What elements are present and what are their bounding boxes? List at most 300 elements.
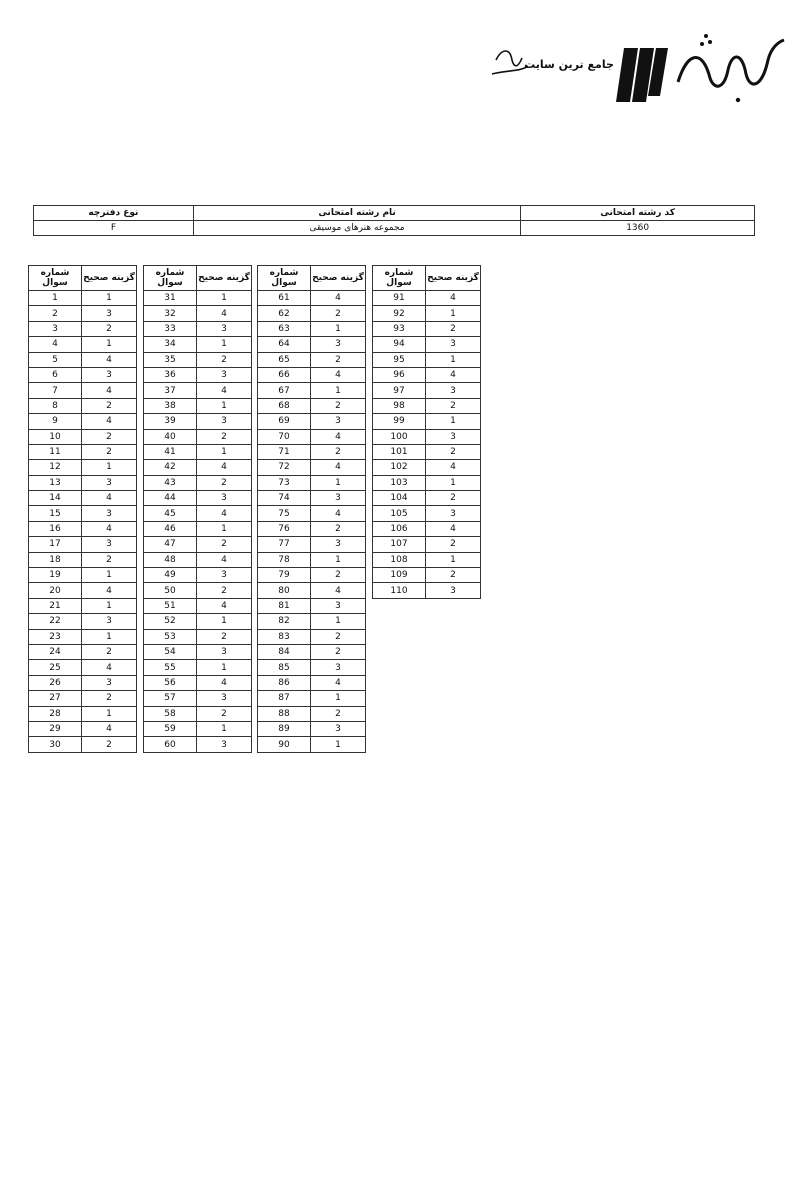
table-row	[144, 306, 252, 321]
table-row	[258, 506, 366, 521]
correct-answer-cell: 2	[82, 552, 137, 567]
correct-answer-cell: 3	[197, 737, 252, 752]
question-number-cell: 43	[144, 475, 197, 490]
answer-table	[143, 265, 252, 753]
question-number-cell: 60	[144, 737, 197, 752]
question-number-cell: 55	[144, 660, 197, 675]
question-number-cell: 61	[258, 291, 311, 306]
correct-answer-cell: 3	[82, 675, 137, 690]
correct-answer-cell: 3	[197, 414, 252, 429]
correct-answer-cell: 3	[426, 383, 481, 398]
question-number-cell: 89	[258, 721, 311, 736]
table-row	[144, 383, 252, 398]
correct-answer-cell: 4	[82, 721, 137, 736]
correct-answer-cell: 1	[197, 444, 252, 459]
table-row	[258, 444, 366, 459]
question-number-cell: 2	[29, 306, 82, 321]
question-number-cell: 62	[258, 306, 311, 321]
question-number-cell: 86	[258, 675, 311, 690]
question-number-cell: 96	[373, 367, 426, 382]
table-row	[258, 614, 366, 629]
correct-answer-cell: 2	[311, 568, 366, 583]
table-row	[29, 537, 137, 552]
question-number-cell: 40	[144, 429, 197, 444]
correct-answer-cell: 2	[311, 629, 366, 644]
table-row	[258, 460, 366, 475]
correct-answer-cell: 2	[197, 583, 252, 598]
table-row	[373, 321, 481, 336]
correct-answer-cell: 4	[426, 291, 481, 306]
table-row	[258, 737, 366, 752]
correct-answer-cell: 3	[311, 598, 366, 613]
question-number-cell: 99	[373, 414, 426, 429]
correct-answer-cell: 3	[311, 414, 366, 429]
table-row	[373, 491, 481, 506]
question-number-cell: 85	[258, 660, 311, 675]
table-row	[373, 568, 481, 583]
correct-answer-cell: 1	[82, 598, 137, 613]
correct-answer-cell: 2	[82, 691, 137, 706]
table-row	[29, 506, 137, 521]
table-row	[144, 660, 252, 675]
correct-answer-cell: 1	[197, 337, 252, 352]
question-number-cell: 23	[29, 629, 82, 644]
correct-answer-cell: 2	[311, 644, 366, 659]
question-number-cell: 22	[29, 614, 82, 629]
correct-answer-cell: 2	[426, 491, 481, 506]
correct-answer-cell: 3	[426, 337, 481, 352]
table-row	[29, 337, 137, 352]
correct-answer-cell: 4	[82, 491, 137, 506]
correct-answer-cell: 2	[311, 706, 366, 721]
table-row	[29, 383, 137, 398]
table-row	[144, 352, 252, 367]
question-number-cell: 18	[29, 552, 82, 567]
correct-answer-cell: 2	[197, 429, 252, 444]
table-row	[29, 321, 137, 336]
table-row	[144, 675, 252, 690]
question-number-cell: 84	[258, 644, 311, 659]
correct-answer-cell: 1	[311, 737, 366, 752]
correct-answer-cell: 4	[426, 521, 481, 536]
table-row	[144, 537, 252, 552]
table-row	[29, 521, 137, 536]
correct-answer-cell: 4	[197, 383, 252, 398]
question-number-cell: 28	[29, 706, 82, 721]
question-number-cell: 64	[258, 337, 311, 352]
table-row	[29, 398, 137, 413]
question-number-cell: 44	[144, 491, 197, 506]
correct-answer-cell: 1	[82, 629, 137, 644]
table-row	[258, 491, 366, 506]
answer-table	[372, 265, 481, 599]
booklet-type-label: نوع دفترچه	[34, 206, 194, 221]
question-number-cell: 95	[373, 352, 426, 367]
correct-answer-cell: 1	[82, 337, 137, 352]
correct-answer-cell: 1	[82, 706, 137, 721]
question-number-cell: 52	[144, 614, 197, 629]
question-number-cell: 27	[29, 691, 82, 706]
answer-column-header: گزینه صحیح	[82, 266, 137, 291]
table-row	[258, 367, 366, 382]
correct-answer-cell: 4	[311, 429, 366, 444]
question-number-cell: 46	[144, 521, 197, 536]
question-number-cell: 101	[373, 444, 426, 459]
table-row	[258, 721, 366, 736]
answer-table	[257, 265, 366, 753]
table-row	[29, 460, 137, 475]
question-number-cell: 91	[373, 291, 426, 306]
table-row	[373, 552, 481, 567]
question-number-cell: 78	[258, 552, 311, 567]
question-number-cell: 92	[373, 306, 426, 321]
question-number-cell: 107	[373, 537, 426, 552]
question-number-cell: 33	[144, 321, 197, 336]
correct-answer-cell: 1	[197, 721, 252, 736]
question-number-cell: 8	[29, 398, 82, 413]
correct-answer-cell: 3	[311, 660, 366, 675]
question-number-cell: 109	[373, 568, 426, 583]
correct-answer-cell: 4	[426, 460, 481, 475]
question-number-cell: 49	[144, 568, 197, 583]
question-number-cell: 24	[29, 644, 82, 659]
table-row	[144, 414, 252, 429]
table-row	[258, 475, 366, 490]
table-row	[144, 491, 252, 506]
correct-answer-cell: 2	[311, 398, 366, 413]
table-row	[258, 398, 366, 413]
correct-answer-cell: 3	[197, 367, 252, 382]
correct-answer-cell: 2	[197, 629, 252, 644]
correct-answer-cell: 3	[82, 506, 137, 521]
question-number-cell: 11	[29, 444, 82, 459]
correct-answer-cell: 4	[82, 383, 137, 398]
table-row	[29, 291, 137, 306]
table-row	[258, 706, 366, 721]
question-number-cell: 103	[373, 475, 426, 490]
correct-answer-cell: 4	[82, 352, 137, 367]
table-row	[144, 598, 252, 613]
correct-answer-cell: 1	[197, 614, 252, 629]
table-row	[144, 583, 252, 598]
correct-answer-cell: 2	[197, 352, 252, 367]
correct-answer-cell: 3	[197, 644, 252, 659]
question-number-cell: 53	[144, 629, 197, 644]
table-row	[373, 460, 481, 475]
table-row	[258, 414, 366, 429]
correct-answer-cell: 3	[426, 583, 481, 598]
correct-answer-cell: 3	[311, 491, 366, 506]
booklet-type-value: F	[34, 221, 194, 236]
correct-answer-cell: 1	[311, 614, 366, 629]
question-number-cell: 14	[29, 491, 82, 506]
question-number-cell: 6	[29, 367, 82, 382]
correct-answer-cell: 4	[82, 583, 137, 598]
correct-answer-cell: 2	[197, 706, 252, 721]
question-number-cell: 68	[258, 398, 311, 413]
question-number-cell: 97	[373, 383, 426, 398]
answer-column-header: گزینه صحیح	[197, 266, 252, 291]
correct-answer-cell: 2	[426, 398, 481, 413]
answer-column-header: گزینه صحیح	[311, 266, 366, 291]
question-number-cell: 41	[144, 444, 197, 459]
question-number-cell: 30	[29, 737, 82, 752]
correct-answer-cell: 1	[82, 460, 137, 475]
question-number-cell: 3	[29, 321, 82, 336]
correct-answer-cell: 3	[311, 537, 366, 552]
table-row	[373, 429, 481, 444]
correct-answer-cell: 2	[82, 444, 137, 459]
correct-answer-cell: 1	[426, 475, 481, 490]
table-row	[29, 568, 137, 583]
question-number-cell: 108	[373, 552, 426, 567]
question-number-cell: 45	[144, 506, 197, 521]
question-number-cell: 31	[144, 291, 197, 306]
correct-answer-cell: 3	[82, 475, 137, 490]
question-number-cell: 59	[144, 721, 197, 736]
answer-column-header: گزینه صحیح	[426, 266, 481, 291]
question-number-cell: 26	[29, 675, 82, 690]
question-number-cell: 104	[373, 491, 426, 506]
correct-answer-cell: 3	[197, 321, 252, 336]
question-number-cell: 10	[29, 429, 82, 444]
question-number-cell: 72	[258, 460, 311, 475]
correct-answer-cell: 1	[311, 552, 366, 567]
question-number-cell: 56	[144, 675, 197, 690]
table-row	[29, 352, 137, 367]
correct-answer-cell: 2	[311, 306, 366, 321]
table-row	[373, 444, 481, 459]
table-row	[258, 321, 366, 336]
correct-answer-cell: 3	[82, 537, 137, 552]
table-row	[373, 337, 481, 352]
table-row	[29, 598, 137, 613]
correct-answer-cell: 1	[426, 552, 481, 567]
table-row	[29, 691, 137, 706]
table-row	[144, 721, 252, 736]
question-number-cell: 74	[258, 491, 311, 506]
question-number-cell: 82	[258, 614, 311, 629]
question-number-cell: 47	[144, 537, 197, 552]
table-row	[29, 429, 137, 444]
answer-table-header	[144, 266, 252, 291]
question-column-header: شماره سوال	[144, 266, 197, 291]
table-row	[258, 675, 366, 690]
table-row	[373, 537, 481, 552]
correct-answer-cell: 2	[426, 444, 481, 459]
question-number-cell: 93	[373, 321, 426, 336]
correct-answer-cell: 2	[82, 644, 137, 659]
table-row	[373, 583, 481, 598]
answer-table-header	[373, 266, 481, 291]
correct-answer-cell: 2	[311, 352, 366, 367]
question-number-cell: 57	[144, 691, 197, 706]
question-number-cell: 79	[258, 568, 311, 583]
table-row	[144, 644, 252, 659]
question-number-cell: 34	[144, 337, 197, 352]
question-column-header: شماره سوال	[29, 266, 82, 291]
table-row	[373, 521, 481, 536]
exam-code-value: 1360	[521, 221, 755, 236]
question-number-cell: 7	[29, 383, 82, 398]
table-row	[144, 398, 252, 413]
question-number-cell: 42	[144, 460, 197, 475]
correct-answer-cell: 4	[82, 414, 137, 429]
question-number-cell: 21	[29, 598, 82, 613]
table-row	[144, 367, 252, 382]
question-number-cell: 13	[29, 475, 82, 490]
table-row	[373, 367, 481, 382]
question-number-cell: 88	[258, 706, 311, 721]
correct-answer-cell: 3	[197, 491, 252, 506]
exam-name-value: مجموعه هنرهای موسیقی	[193, 221, 521, 236]
question-number-cell: 50	[144, 583, 197, 598]
question-number-cell: 48	[144, 552, 197, 567]
table-row	[373, 414, 481, 429]
answer-table	[28, 265, 137, 753]
correct-answer-cell: 3	[82, 367, 137, 382]
table-row	[29, 614, 137, 629]
correct-answer-cell: 1	[197, 660, 252, 675]
question-number-cell: 29	[29, 721, 82, 736]
correct-answer-cell: 3	[311, 337, 366, 352]
question-number-cell: 71	[258, 444, 311, 459]
table-row	[144, 552, 252, 567]
correct-answer-cell: 3	[426, 506, 481, 521]
table-row	[29, 721, 137, 736]
question-number-cell: 94	[373, 337, 426, 352]
correct-answer-cell: 1	[426, 414, 481, 429]
table-row	[258, 598, 366, 613]
question-number-cell: 102	[373, 460, 426, 475]
correct-answer-cell: 2	[426, 568, 481, 583]
question-number-cell: 12	[29, 460, 82, 475]
table-row	[373, 306, 481, 321]
table-row	[29, 367, 137, 382]
question-number-cell: 81	[258, 598, 311, 613]
question-number-cell: 35	[144, 352, 197, 367]
question-column-header: شماره سوال	[258, 266, 311, 291]
table-row	[373, 383, 481, 398]
question-number-cell: 4	[29, 337, 82, 352]
answer-table-header	[29, 266, 137, 291]
question-number-cell: 54	[144, 644, 197, 659]
table-row	[29, 552, 137, 567]
correct-answer-cell: 4	[311, 460, 366, 475]
question-number-cell: 76	[258, 521, 311, 536]
question-number-cell: 9	[29, 414, 82, 429]
correct-answer-cell: 4	[311, 291, 366, 306]
question-number-cell: 58	[144, 706, 197, 721]
table-row	[144, 475, 252, 490]
question-number-cell: 100	[373, 429, 426, 444]
question-number-cell: 37	[144, 383, 197, 398]
table-row	[144, 614, 252, 629]
table-row	[144, 706, 252, 721]
table-row	[258, 429, 366, 444]
table-row	[144, 291, 252, 306]
correct-answer-cell: 2	[197, 537, 252, 552]
table-row	[258, 568, 366, 583]
question-number-cell: 106	[373, 521, 426, 536]
table-row	[144, 521, 252, 536]
table-row	[258, 660, 366, 675]
question-number-cell: 63	[258, 321, 311, 336]
correct-answer-cell: 2	[311, 521, 366, 536]
table-row	[144, 444, 252, 459]
question-number-cell: 69	[258, 414, 311, 429]
correct-answer-cell: 4	[197, 506, 252, 521]
correct-answer-cell: 1	[82, 291, 137, 306]
correct-answer-cell: 3	[82, 306, 137, 321]
question-number-cell: 75	[258, 506, 311, 521]
correct-answer-cell: 3	[311, 721, 366, 736]
answer-table-header	[258, 266, 366, 291]
correct-answer-cell: 3	[197, 568, 252, 583]
table-row	[29, 675, 137, 690]
table-row	[258, 629, 366, 644]
correct-answer-cell: 1	[311, 321, 366, 336]
correct-answer-cell: 3	[426, 429, 481, 444]
question-number-cell: 38	[144, 398, 197, 413]
question-number-cell: 17	[29, 537, 82, 552]
table-row	[29, 644, 137, 659]
table-row	[29, 475, 137, 490]
table-row	[373, 291, 481, 306]
correct-answer-cell: 4	[197, 306, 252, 321]
table-row	[144, 429, 252, 444]
table-row	[258, 691, 366, 706]
table-row	[144, 337, 252, 352]
correct-answer-cell: 4	[197, 460, 252, 475]
question-number-cell: 51	[144, 598, 197, 613]
question-number-cell: 20	[29, 583, 82, 598]
question-number-cell: 98	[373, 398, 426, 413]
question-number-cell: 16	[29, 521, 82, 536]
logo-tagline: جامع ترین سایت	[524, 58, 614, 71]
question-number-cell: 65	[258, 352, 311, 367]
table-row	[258, 291, 366, 306]
question-number-cell: 32	[144, 306, 197, 321]
table-row	[258, 644, 366, 659]
correct-answer-cell: 2	[311, 444, 366, 459]
question-number-cell: 25	[29, 660, 82, 675]
question-number-cell: 73	[258, 475, 311, 490]
table-row	[29, 306, 137, 321]
question-number-cell: 105	[373, 506, 426, 521]
question-number-cell: 77	[258, 537, 311, 552]
exam-name-label: نام رشته امتحانی	[193, 206, 521, 221]
site-logo	[488, 30, 788, 110]
table-row	[144, 460, 252, 475]
table-row	[144, 691, 252, 706]
table-row	[258, 352, 366, 367]
correct-answer-cell: 1	[197, 521, 252, 536]
correct-answer-cell: 4	[82, 660, 137, 675]
question-number-cell: 83	[258, 629, 311, 644]
info-value-row	[34, 221, 755, 236]
question-number-cell: 1	[29, 291, 82, 306]
correct-answer-cell: 4	[426, 367, 481, 382]
table-row	[29, 737, 137, 752]
correct-answer-cell: 2	[82, 398, 137, 413]
correct-answer-cell: 4	[311, 367, 366, 382]
correct-answer-cell: 4	[197, 552, 252, 567]
table-row	[258, 306, 366, 321]
table-row	[258, 552, 366, 567]
correct-answer-cell: 2	[426, 321, 481, 336]
table-row	[29, 583, 137, 598]
